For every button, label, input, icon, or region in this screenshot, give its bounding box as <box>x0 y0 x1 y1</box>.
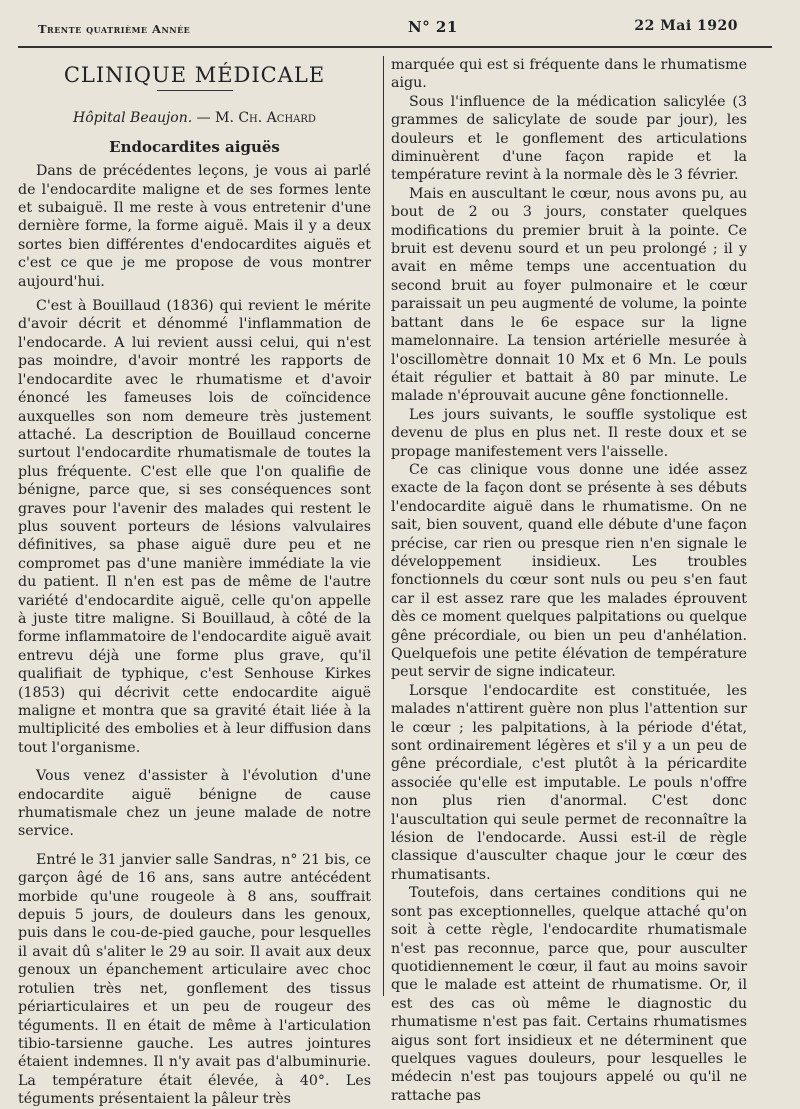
paragraph: Lorsque l'endocardite est constituée, les malades n'attirent guère non plus l'attention sur le cœur ; les palpitations, à la période d'état, sont ordinairement légères et s'il y a un peu de gêne précordiale, c'est plutôt à la péricardite associée qu'elle est imputable. Le pouls n'offre non plus rien d'anormal. C'est donc l'auscultation qui seule permet de reconnaître la lésion de l'endocarde. Aussi est-il de règle classique d'ausculter chaque jour le cœur des rhumatisants. <box>391 682 747 883</box>
title-rule <box>157 90 233 91</box>
section-title: CLINIQUE MÉDICALE <box>63 63 326 87</box>
paragraph: Les jours suivants, le souffle systolique est devenu de plus en plus net. Il reste doux et se propage manifestement vers l'aisselle. <box>391 406 747 460</box>
volume-label: Trente quatrième Année <box>38 22 191 36</box>
header-rule <box>18 46 772 48</box>
hospital-name: Hôpital Beaujon. <box>73 110 193 127</box>
running-header <box>38 18 738 38</box>
article-title: Endocardites aiguës <box>109 137 280 156</box>
paragraph: Entré le 31 janvier salle Sandras, n° 21 bis, ce garçon âgé de 16 ans, sans autre antécédent morbide qu'une rougeole à 8 ans, souffrait depuis 5 jours, de douleurs dans les genoux, puis dans le cou-de-pied gauche, pour lesquelles il avait dû s'aliter le 29 au soir. Il avait aux deux genoux un épanchement articulaire avec choc rotulien très net, gonflement des tissus périarticulaires et un peu de rougeur des téguments. Il en était de même à l'articulation tibio-tarsienne gauche. Les autres jointures étaient indemnes. Il n'y avait pas d'albuminurie. La température était élevée, à 40°. Les téguments présentaient la pâleur très <box>18 851 371 1108</box>
issue-number: N° 21 <box>408 18 458 36</box>
left-column <box>18 56 371 1109</box>
paragraph: Vous venez d'assister à l'évolution d'une endocardite aiguë bénigne de cause rhumatismale chez un jeune malade de notre service. <box>18 768 371 840</box>
paragraph: C'est à Bouillaud (1836) qui revient le mérite d'avoir décrit et dénommé l'inflammation de l'endocarde. A lui revient aussi celui, qui n'est pas moindre, d'avoir montré les rapports de l'endocardite avec le rhumatisme et d'avoir énoncé les fameuses lois de coïncidence auxquelles son nom demeure très justement attaché. La description de Bouillaud concerne surtout l'endocardite rhumatismale de toutes la plus fréquente. C'est elle que l'on qualifie de bénigne, parce que, si ses conséquences sont graves pour l'avenir des malades qui restent le plus souvent porteurs de lésions valvulaires définitives, sa phase aiguë dure peu et ne compromet pas d'une manière immédiate la vie du patient. Il n'en est pas de même de l'autre variété d'endocardite aiguë, celle qu'on appelle à juste titre maligne. Si Bouillaud, à côté de la forme inflammatoire de l'endocardite aiguë avait entrevu déjà une forme plus grave, qu'il qualifiait de typhique, c'est Senhouse Kirkes (1853) qui décrivit cette endocardite aiguë maligne et montra que sa gravité était liée à la multiplicité des embolies et à leur diffusion dans tout l'organisme. <box>18 298 371 756</box>
right-column <box>391 56 747 1105</box>
article-byline <box>18 109 371 127</box>
paragraph: Mais en auscultant le cœur, nous avons pu, au bout de 2 ou 3 jours, constater quelques modifications du premier bruit à la pointe. Ce bruit est devenu sourd et un peu prolongé ; il y avait en même temps une accentuation du second bruit au foyer pulmonaire et le cœur paraissait un peu augmenté de volume, la pointe battant dans le 6e espace sur la ligne mamelonnaire. La tension artérielle mesurée à l'oscillomètre donnait 10 Mx et 6 Mn. Le pouls était régulier et battait à 80 par minute. Le malade n'éprouvait aucune gêne fonctionnelle. <box>391 185 747 405</box>
paragraph: Dans de précédentes leçons, je vous ai parlé de l'endocardite maligne et de ses formes lente et subaiguë. Il me reste à vous entretenir d'une dernière forme, la forme aiguë. Mais il y a deux sortes bien différentes d'endocardites aiguës et c'est ce que je me propose de vous montrer aujourd'hui. <box>18 163 371 290</box>
column-divider <box>383 56 384 996</box>
issue-date: 22 Mai 1920 <box>634 18 738 34</box>
paragraph: Sous l'influence de la médication salicylée (3 grammes de salicylate de soude par jour), les douleurs et le gonflement des articulations diminuèrent d'une façon rapide et la température revint à la normale dès le 3 février. <box>391 93 747 184</box>
author-name: M. Ch. Achard <box>215 110 316 127</box>
byline-dash: — <box>192 110 216 127</box>
paragraph: Toutefois, dans certaines conditions qui ne sont pas exceptionnelles, quelque attaché qu'on soit à cette règle, l'endocardite rhumatismale n'est pas reconnue, parce que, pour ausculter quotidiennement le cœur, il faut au moins savoir que le malade est atteint de rhumatisme. Or, il est des cas où même le diagnostic du rhumatisme n'est pas fait. Certains rhumatismes aigus sont fort insidieux et ne déterminent que quelques vagues douleurs, pour lesquelles le médecin n'est pas toujours appelé ou qu'il ne rattache pas <box>391 885 747 1104</box>
paragraph: marquée qui est si fréquente dans le rhumatisme aigu. <box>391 57 747 92</box>
paragraph: Ce cas clinique vous donne une idée assez exacte de la façon dont se présente à ses débuts l'endocardite aiguë dans le rhumatisme. On ne sait, bien souvent, quand elle débute d'une façon précise, car rien ou presque rien n'en signale le développement insidieux. Les troubles fonctionnels du cœur sont nuls ou peu s'en faut car il est assez rare que les malades éprouvent dès ce moment quelques palpitations ou quelque gêne précordiale, ou bien un peu d'anhélation. Quelquefois une petite élévation de température peut servir de signe indicateur. <box>391 461 747 681</box>
